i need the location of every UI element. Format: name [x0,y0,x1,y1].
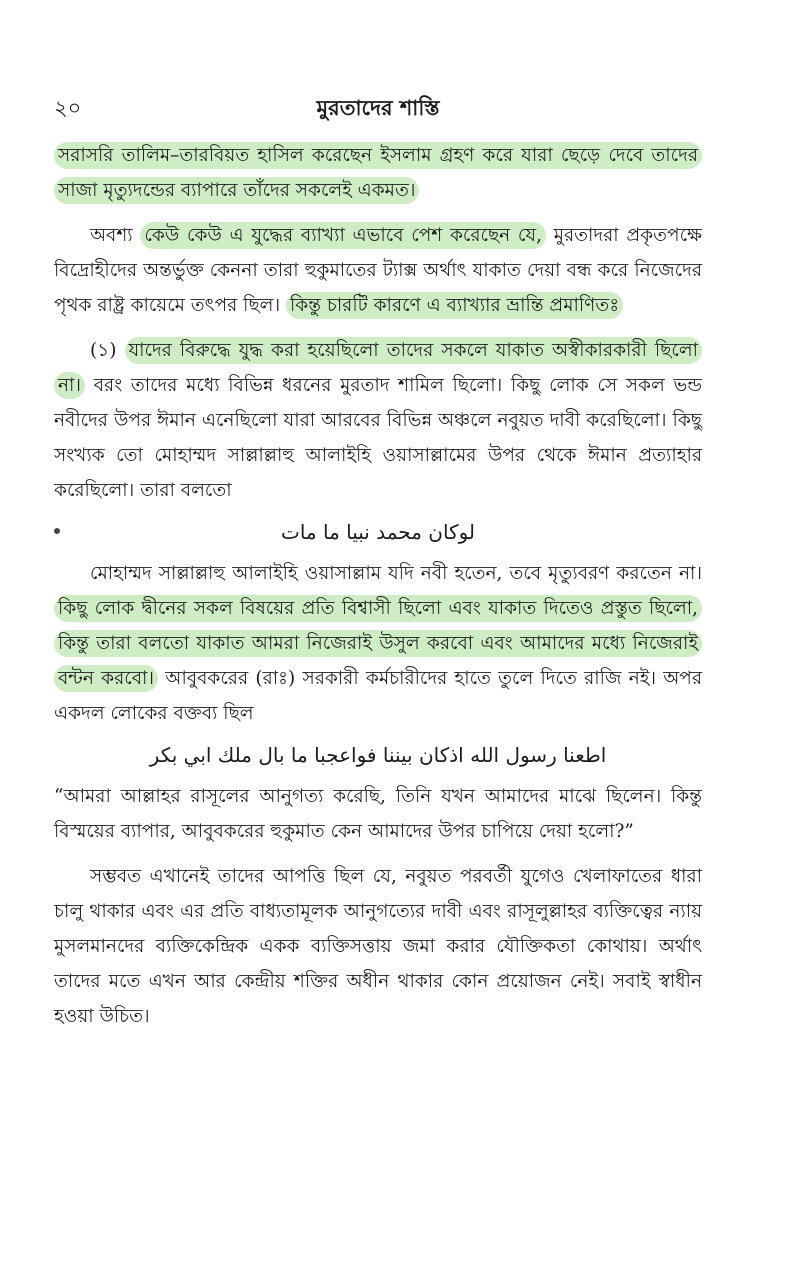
page-title: মুরতাদের শাস্তি [316,95,440,120]
arabic-quote-1: لوكان محمد نبيا ما مات [280,520,475,544]
paragraph-2 [54,218,702,323]
paragraph-3 [54,333,702,508]
text-segment: অবশ্য [90,225,141,246]
arabic-quote-2: اطعنا رسول الله اذكان بيننا فواعجبا ما بال ملك ابي بكر [149,743,607,767]
text-segment: মোহাম্মদ সাল্লাল্লাহু আলাইহি ওয়াসাল্লাম যদি নবী হতেন, তবে মৃত্যুবরণ করতেন না। [90,563,702,584]
highlight-1: সরাসরি তালিম–তারবিয়ত হাসিল করেছেন ইসলাম গ্রহণ করে যারা ছেড়ে দেবে তাদের সাজা মৃত্যুদন্ডের ব্যাপারে তাঁদের সকলেই একমত। [54,142,702,204]
paragraph-4 [54,556,702,731]
text-segment: আবুবকরের (রাঃ) সরকারী কর্মচারীদের হাতে তুলে দিতে রাজি নই। অপর একদল লোকের বক্তব্য ছিল [54,668,703,724]
highlight-2: কেউ কেউ এ যুদ্ধের ব্যাখ্যা এভাবে পেশ করেছেন যে, [140,222,546,249]
highlight-5: কিছু লোক দ্বীনের সকল বিষয়ের প্রতি বিশ্বাসী ছিলো এবং যাকাত দিতেও প্রস্তুত ছিলো, কিন্তু তারা বলতো যাকাত আমরা নিজেরাই উসুল করবো এবং আমাদের মধ্যে নিজেরাই বন্টন করবো। [54,595,702,692]
page-header [54,92,702,127]
page-body [54,138,702,1034]
highlight-3: কিন্তু চারটি কারণে এ ব্যাখ্যার ভ্রান্তি প্রমাণিতঃ [286,292,623,319]
paragraph-1 [54,138,702,208]
text-segment: বরং তাদের মধ্যে বিভিন্ন ধরনের মুরতাদ শামিল ছিলো। কিছু লোক সে সকল ভন্ড নবীদের উপর ঈমান এনেছিলো যারা আরবের বিভিন্ন অঞ্চলে নবুয়ত দাবী করেছিলো। কিছু সংখ্যক তো মোহাম্মদ সাল্লাল্লাহু আলাইহি ওয়াসাল্লামের উপর থেকে ঈমান প্রত্যাহার করেছিলো। তারা বলতো [54,375,702,501]
page-number: ২০ [54,96,82,120]
text-segment: মুরতাদরা প্রকৃতপক্ষে বিদ্রোহীদের অন্তর্ভুক্ত কেননা তারা হুকুমাতের ট্যাক্স অর্থাৎ যাকাত দেয়া বন্ধ করে নিজেদের পৃথক রাষ্ট্র কায়েমে তৎপর ছিল। [54,225,702,316]
paragraph-6: সম্ভবত এখানেই তাদের আপত্তি ছিল যে, নবুয়ত পরবর্তী যুগেও খেলাফাতের ধারা চালু থাকার এবং এর প্রতি বাধ্যতামূলক আনুগত্যের দাবী এবং রাসূলুল্লাহর ব্যক্তিত্বের ন্যায় মুসলমানদের ব্যক্তিকেন্দ্রিক একক ব্যক্তিসত্তায় জমা করার যৌক্তিকতা কোথায়। অর্থাৎ তাদের মতে এখন আর কেন্দ্রীয় শক্তির অধীন থাকার কোন প্রয়োজন নেই। সবাই স্বাধীন হওয়া উচিত। [54,866,702,1027]
list-number: (১) [90,340,125,361]
paragraph-5: “আমরা আল্লাহর রাসূলের আনুগত্য করেছি, তিনি যখন আমাদের মাঝে ছিলেন। কিন্তু বিস্ময়ের ব্যাপার, আবুবকরের হুকুমাত কেন আমাদের উপর চাপিয়ে দেয়া হলো?” [54,786,702,842]
highlight-4: যাদের বিরুদ্ধে যুদ্ধ করা হয়েছিলো তাদের সকলে যাকাত অস্বীকারকারী ছিলো না। [54,337,702,399]
